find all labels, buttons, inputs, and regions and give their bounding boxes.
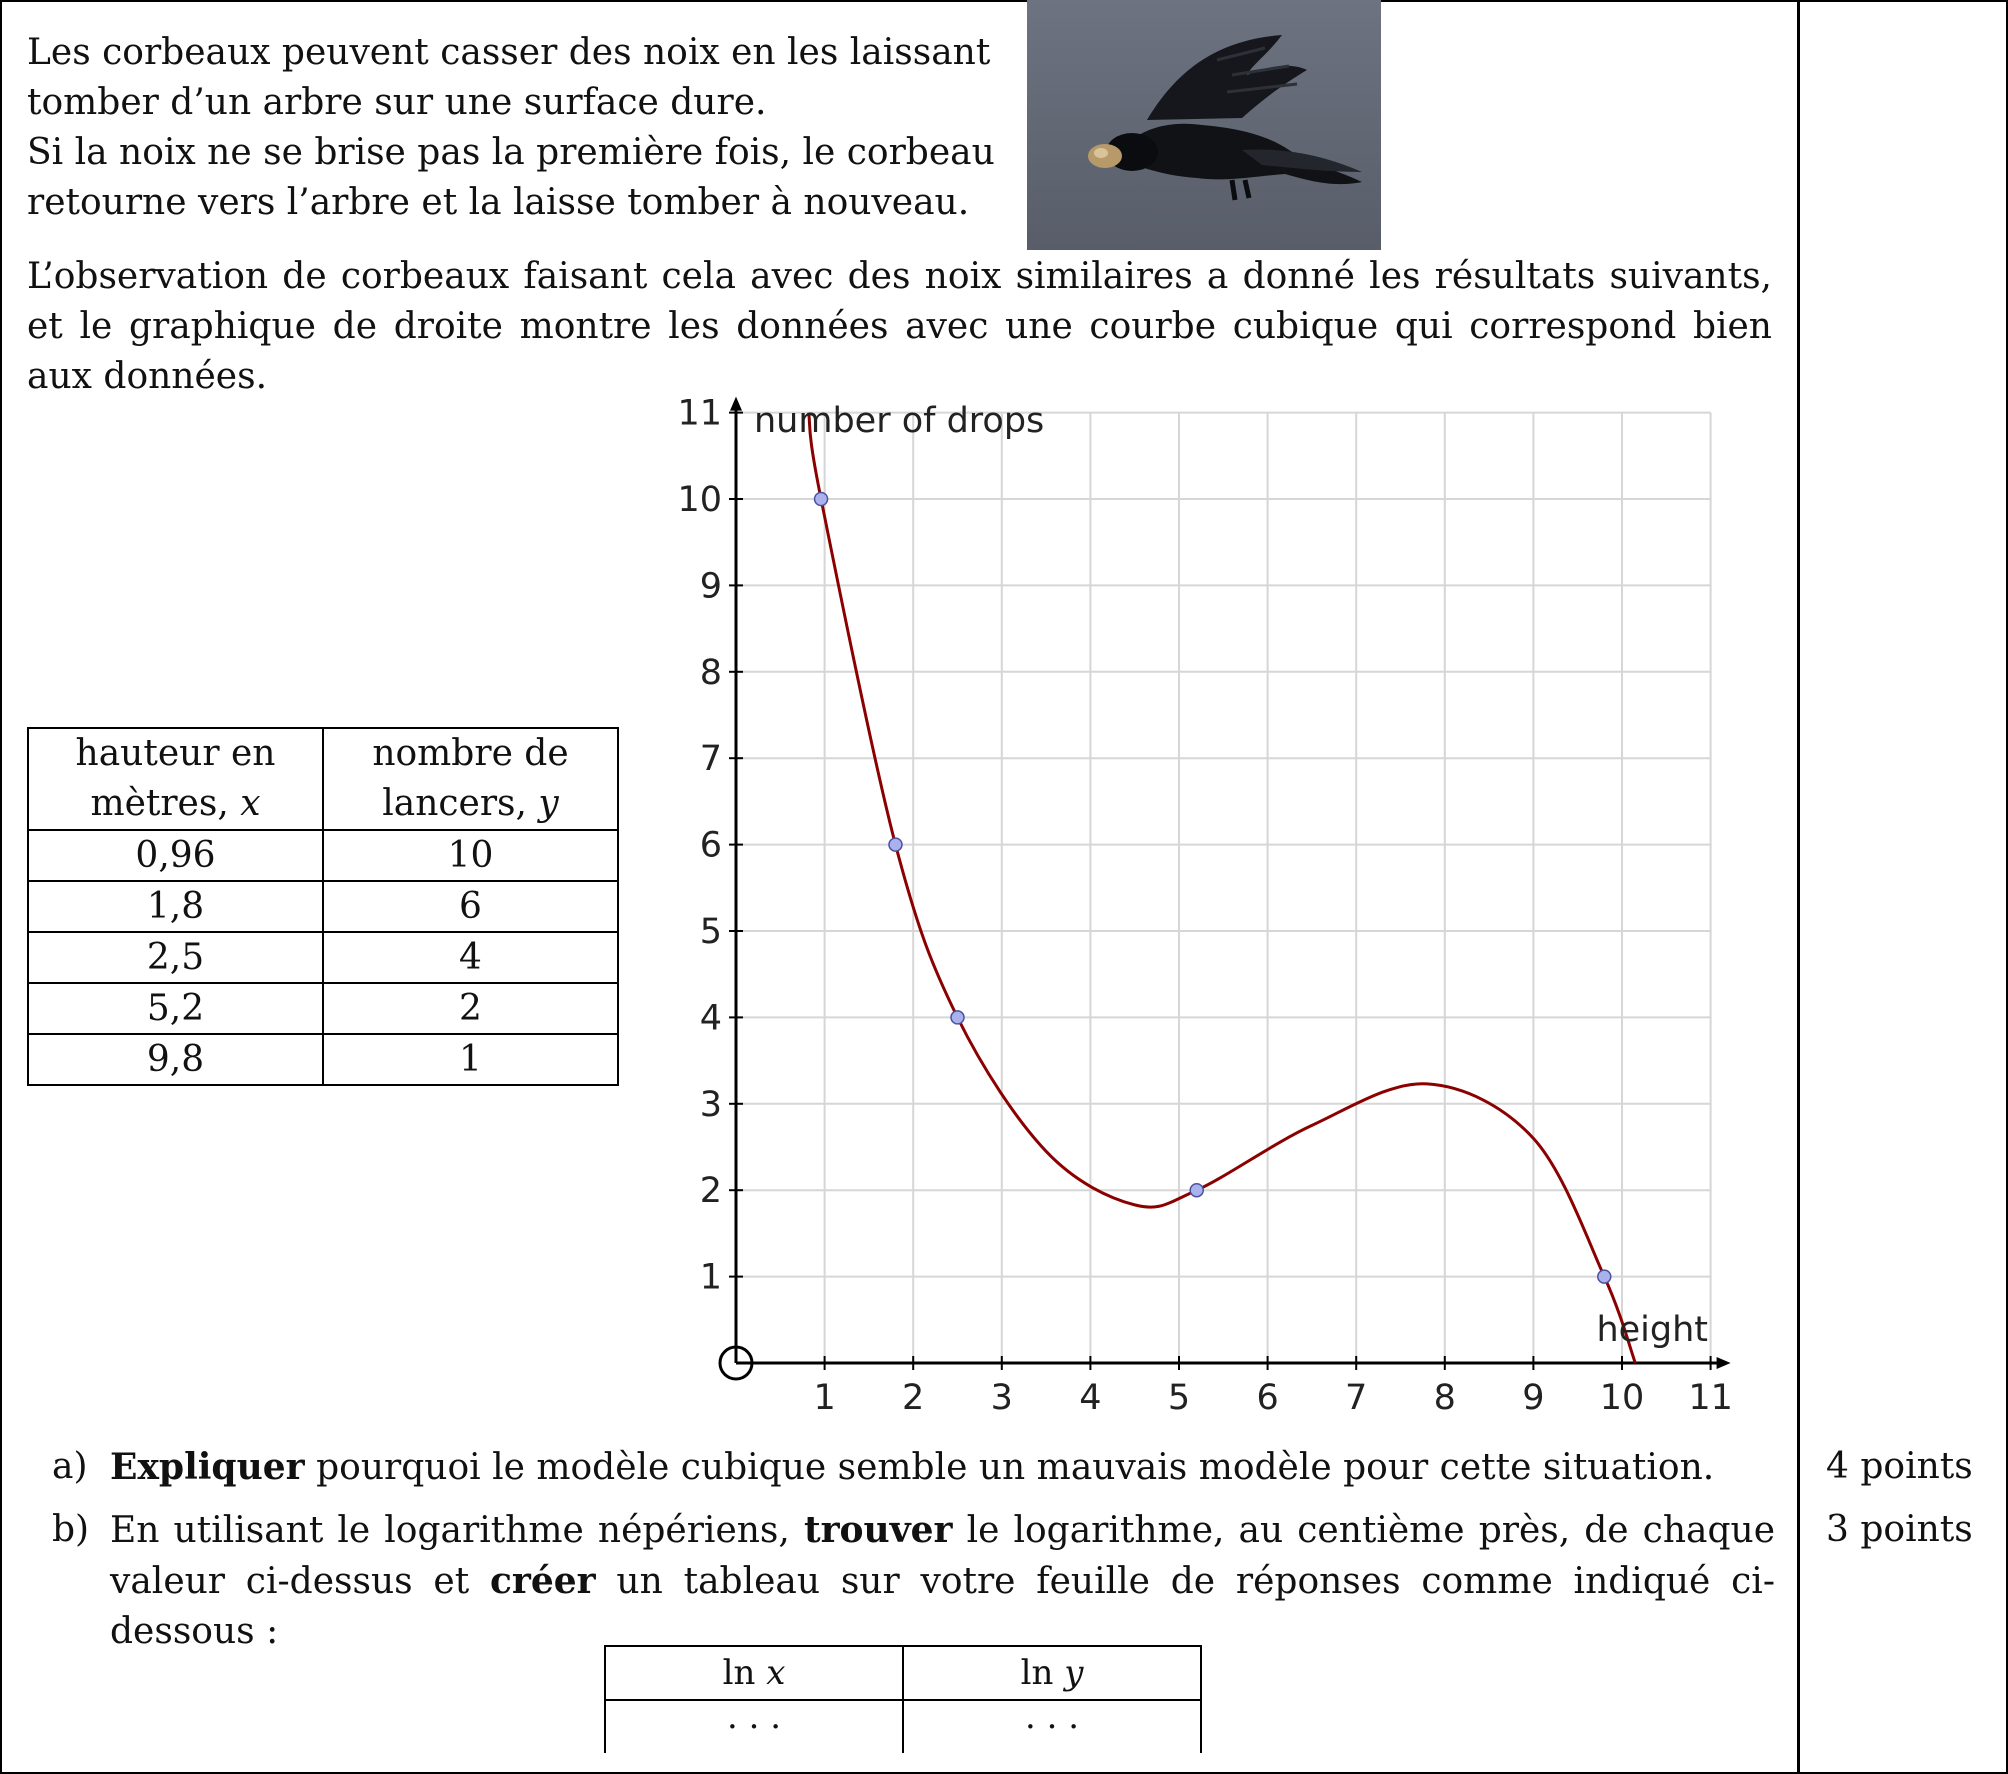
question-b-part3: un tableau sur votre feuille de réponses comme indiqué ci-dessous : <box>110 1561 1775 1652</box>
y-tick-label: 11 <box>677 395 722 434</box>
question-a-verb: Expliquer <box>110 1446 305 1488</box>
y-axis-arrow <box>730 397 742 411</box>
chart-ticks <box>677 395 1732 1418</box>
intro-line-2: tomber d’un arbre sur une surface dure. <box>27 82 767 123</box>
y-tick-label: 6 <box>699 825 722 866</box>
cell-y: 4 <box>323 932 618 983</box>
x-tick-label: 4 <box>1079 1378 1102 1418</box>
ln-y-dots: · · · <box>903 1700 1201 1753</box>
cell-y: 6 <box>323 881 618 932</box>
question-b-part1: En utilisant le logarithme népériens, <box>110 1510 804 1551</box>
table-row <box>28 932 618 983</box>
cell-y: 2 <box>323 983 618 1034</box>
x-axis-arrow <box>1717 1357 1731 1369</box>
x-tick-label: 1 <box>813 1378 836 1418</box>
header-height-text: mètres, <box>90 783 241 824</box>
x-tick-label: 3 <box>990 1378 1013 1418</box>
ln-y-header <box>903 1646 1201 1700</box>
question-b-verb2: créer <box>489 1560 596 1602</box>
header-drops-line2 <box>324 779 617 829</box>
raven-photo <box>1027 0 1381 250</box>
data-point <box>1598 1270 1611 1283</box>
x-tick-label: 7 <box>1345 1378 1368 1418</box>
table-header-row <box>28 728 618 830</box>
header-height-line1: hauteur en <box>75 733 276 774</box>
ln-y-var: y <box>1064 1653 1084 1693</box>
question-a-points: 4 points <box>1826 1446 1973 1487</box>
data-point <box>1190 1184 1203 1197</box>
question-b-points: 3 points <box>1826 1509 1973 1550</box>
y-tick-label: 2 <box>699 1171 722 1212</box>
x-tick-label: 5 <box>1167 1378 1191 1418</box>
y-tick-label: 9 <box>699 566 722 607</box>
question-b-text <box>110 1505 1775 1657</box>
y-tick-label: 5 <box>699 912 722 952</box>
header-height <box>28 728 323 830</box>
cell-x: 2,5 <box>28 932 323 983</box>
x-tick-label: 9 <box>1522 1378 1545 1418</box>
question-a-body: pourquoi le modèle cubique semble un mauvais modèle pour cette situation. <box>304 1447 1715 1488</box>
x-tick-label: 6 <box>1256 1378 1279 1418</box>
header-x-var: x <box>240 783 261 824</box>
question-a-text <box>110 1442 1775 1493</box>
ln-x-func: ln <box>722 1653 756 1693</box>
cell-y: 10 <box>323 830 618 881</box>
ln-x-dots: · · · <box>605 1700 903 1753</box>
ln-y-func: ln <box>1020 1653 1054 1693</box>
intro-text <box>27 28 1007 228</box>
cell-x: 9,8 <box>28 1034 323 1085</box>
cell-x: 5,2 <box>28 983 323 1034</box>
table-row <box>28 881 618 932</box>
header-y-var: y <box>538 783 559 824</box>
question-b-part2: le logarithme, au centième près, de chaque valeur ci-dessus et <box>110 1510 1776 1602</box>
cell-x: 0,96 <box>28 830 323 881</box>
header-drops-text: lancers, <box>382 783 539 824</box>
ln-x-header <box>605 1646 903 1700</box>
x-tick-label: 10 <box>1599 1378 1645 1418</box>
points-column-divider <box>1797 0 1800 1774</box>
cell-x: 1,8 <box>28 881 323 932</box>
table-row <box>28 1034 618 1085</box>
x-tick-label: 8 <box>1433 1378 1456 1418</box>
cubic-fit-chart <box>660 395 1740 1430</box>
header-height-line2 <box>29 779 322 829</box>
y-tick-label: 3 <box>699 1084 722 1125</box>
y-tick-label: 1 <box>699 1257 722 1298</box>
chart-axes <box>720 397 1731 1379</box>
y-tick-label: 4 <box>699 998 722 1039</box>
y-tick-label: 7 <box>699 739 722 780</box>
header-drops-line1: nombre de <box>372 733 569 774</box>
ln-header-row <box>605 1646 1201 1700</box>
x-axis-label: height <box>1596 1310 1708 1350</box>
data-table <box>27 727 619 1086</box>
intro-line-3: Si la noix ne se brise pas la première fois, le corbeau <box>27 132 995 173</box>
ln-answer-table <box>604 1645 1202 1753</box>
y-tick-label: 8 <box>699 652 722 693</box>
ln-dots-row <box>605 1700 1201 1753</box>
data-point <box>815 493 828 506</box>
cubic-curve <box>809 413 1636 1363</box>
x-tick-label: 11 <box>1688 1378 1733 1418</box>
y-tick-label: 10 <box>677 480 722 520</box>
cell-y: 1 <box>323 1034 618 1085</box>
intro-line-1: Les corbeaux peuvent casser des noix en les laissant <box>27 32 991 73</box>
chart-grid <box>736 413 1711 1363</box>
question-b-label: b) <box>52 1509 90 1550</box>
intro-line-4: retourne vers l’arbre et la laisse tomber à nouveau. <box>27 182 970 223</box>
data-point <box>889 838 902 851</box>
observation-paragraph: L’observation de corbeaux faisant cela avec des noix similaires a donné les résultats suivants, et le graphique de droite montre les données avec une courbe cubique qui correspond bien aux données. <box>27 256 1772 397</box>
data-point <box>951 1011 964 1024</box>
question-a-label: a) <box>52 1446 88 1487</box>
table-row <box>28 983 618 1034</box>
ln-x-var: x <box>766 1653 786 1693</box>
x-tick-label: 2 <box>902 1378 925 1418</box>
data-points <box>815 493 1611 1284</box>
y-axis-label: number of drops <box>754 401 1045 441</box>
header-drops <box>323 728 618 830</box>
table-row <box>28 830 618 881</box>
question-b-verb1: trouver <box>803 1509 953 1551</box>
